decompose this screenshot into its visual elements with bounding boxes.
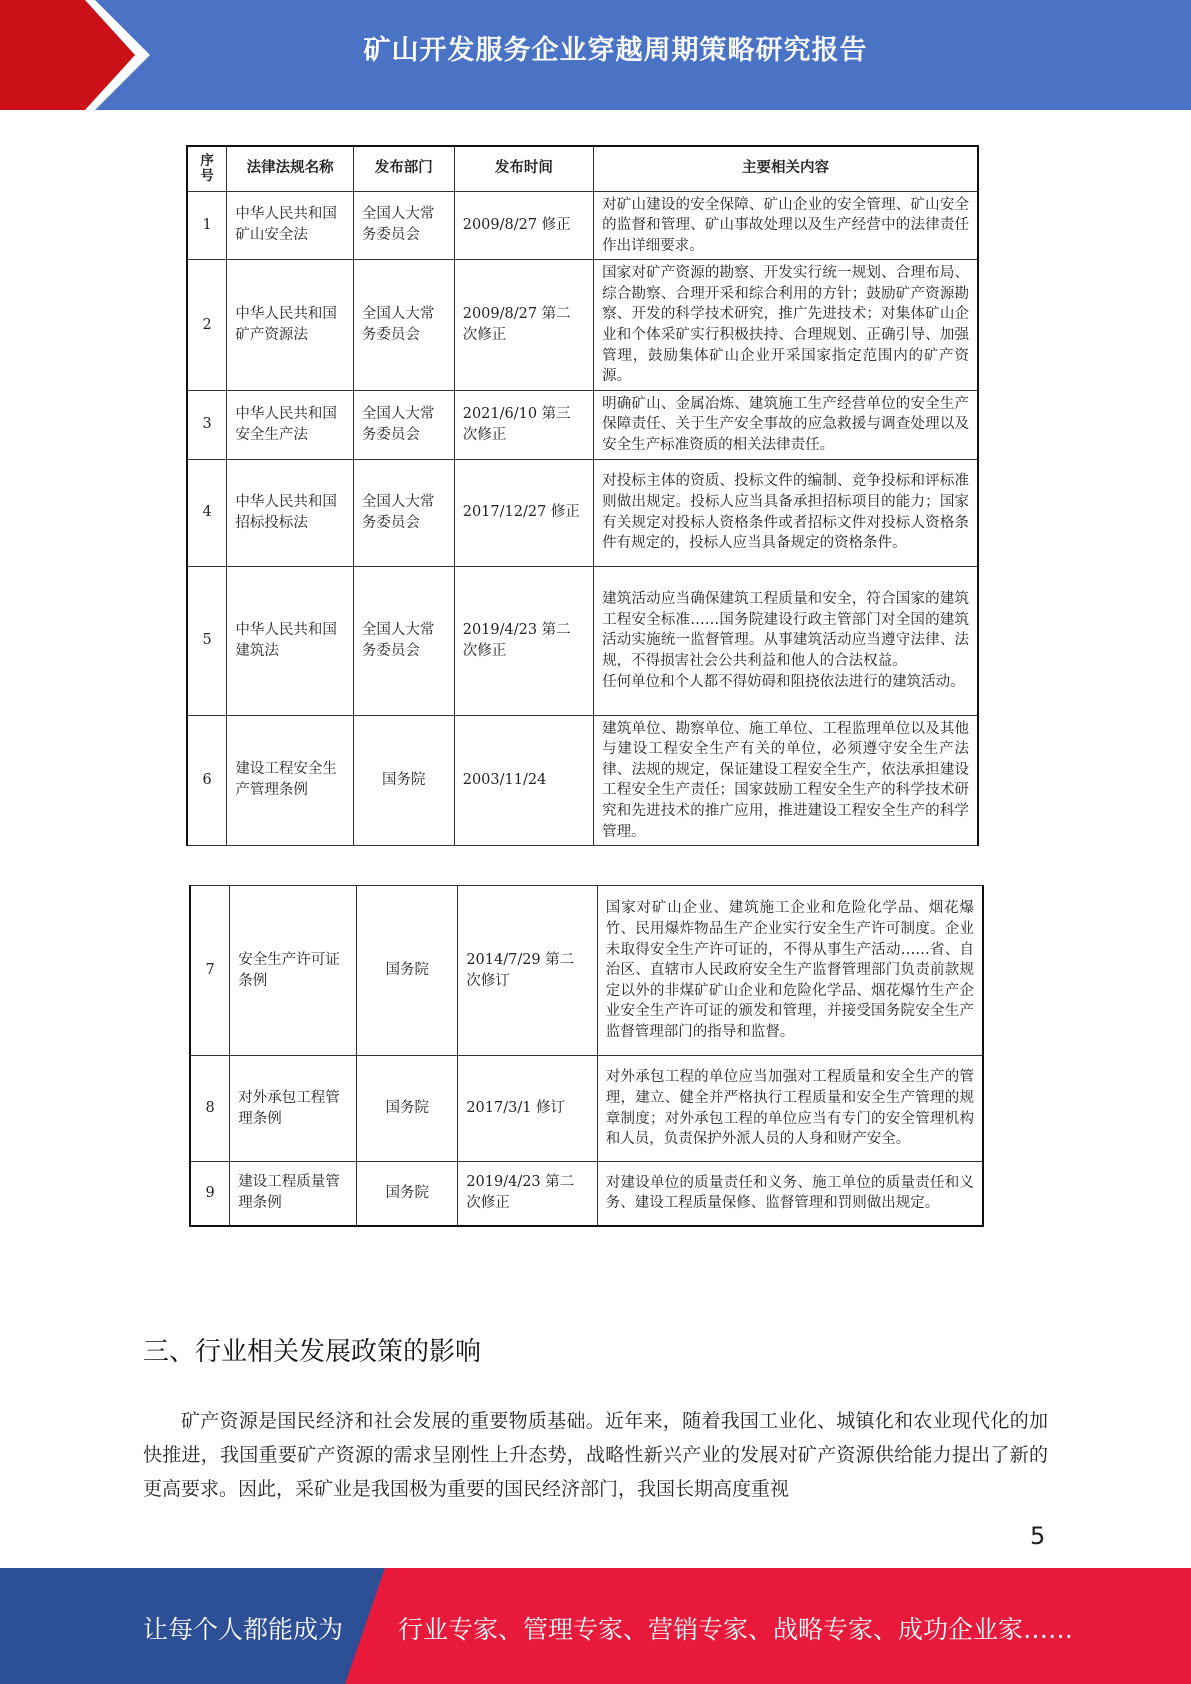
- page-header: [0, 0, 1191, 110]
- page-footer: [0, 1568, 1191, 1684]
- issuing-department: 全国人大常务委员会: [353, 459, 454, 566]
- header-dept: 发布部门: [353, 146, 454, 191]
- law-name: 中华人民共和国建筑法: [227, 566, 353, 715]
- main-content: 对投标主体的资质、投标文件的编制、竞争投标和评标准则做出规定。投标人应当具备承担招标项目的能力；国家有关规定对投标人资格条件或者招标文件对投标人资格条件有规定的，投标人应当具备规定的资格条件。: [594, 459, 978, 566]
- issuing-department: 国务院: [357, 1162, 458, 1226]
- table-row: [190, 1162, 983, 1226]
- row-number: 2: [187, 260, 227, 391]
- regulations-table-part-1: [186, 145, 979, 846]
- issue-date: 2019/4/23 第二次修正: [458, 1162, 597, 1226]
- law-name: 安全生产许可证条例: [230, 886, 357, 1056]
- main-content: 对建设单位的质量责任和义务、施工单位的质量责任和义务、建设工程质量保修、监督管理和罚则做出规定。: [597, 1162, 983, 1226]
- law-name: 建设工程质量管理条例: [230, 1162, 357, 1226]
- section-heading: 三、行业相关发展政策的影响: [143, 1337, 482, 1367]
- row-number: 9: [190, 1162, 230, 1226]
- table-row: [187, 459, 978, 566]
- table-row: [187, 566, 978, 715]
- main-content: 国家对矿山企业、建筑施工企业和危险化学品、烟花爆竹、民用爆炸物品生产企业实行安全生产许可制度。企业未取得安全生产许可证的，不得从事生产活动……省、自治区、直辖市人民政府安全生产监督管理部门负责前款规定以外的非煤矿矿山企业和危险化学品、烟花爆竹生产企业安全生产许可证的颁发和管理，并接受国务院安全生产监督管理部门的指导和监督。: [597, 886, 983, 1056]
- header-date: 发布时间: [454, 146, 593, 191]
- table-row: [187, 191, 978, 260]
- law-name: 中华人民共和国招标投标法: [227, 459, 353, 566]
- issue-date: 2019/4/23 第二次修正: [454, 566, 593, 715]
- row-number: 7: [190, 886, 230, 1056]
- issue-date: 2014/7/29 第二次修订: [458, 886, 597, 1056]
- row-number: 6: [187, 715, 227, 846]
- table-row: [187, 260, 978, 391]
- issue-date: 2017/3/1 修订: [458, 1056, 597, 1162]
- row-number: 1: [187, 191, 227, 260]
- issuing-department: 国务院: [357, 886, 458, 1056]
- issuing-department: 全国人大常务委员会: [353, 566, 454, 715]
- table-row: [187, 390, 978, 459]
- row-number: 3: [187, 390, 227, 459]
- row-number: 4: [187, 459, 227, 566]
- table-row: [190, 886, 983, 1056]
- row-number: 5: [187, 566, 227, 715]
- issuing-department: 全国人大常务委员会: [353, 390, 454, 459]
- issuing-department: 国务院: [353, 715, 454, 846]
- footer-slogan-right: 行业专家、管理专家、营销专家、战略专家、成功企业家……: [398, 1615, 1074, 1644]
- regulations-table-part-2: [189, 885, 984, 1227]
- issuing-department: 国务院: [357, 1056, 458, 1162]
- report-title: 矿山开发服务企业穿越周期策略研究报告: [363, 35, 868, 66]
- law-name: 中华人民共和国矿山安全法: [227, 191, 353, 260]
- main-content: 明确矿山、金属冶炼、建筑施工生产经营单位的安全生产保障责任、关于生产安全事故的应急救援与调查处理以及安全生产标准资质的相关法律责任。: [594, 390, 978, 459]
- header-seq: 序号: [187, 146, 227, 191]
- header-content: 主要相关内容: [594, 146, 978, 191]
- header-name: 法律法规名称: [227, 146, 353, 191]
- main-content: 国家对矿产资源的勘察、开发实行统一规划、合理布局、综合勘察、合理开采和综合利用的方针；鼓励矿产资源勘察、开发的科学技术研究，推广先进技术；对集体矿山企业和个体采矿实行积极扶持、合理规划、正确引导、加强管理，鼓励集体矿山企业开采国家指定范围内的矿产资源。: [594, 260, 978, 391]
- law-name: 对外承包工程管理条例: [230, 1056, 357, 1162]
- issue-date: 2003/11/24: [454, 715, 593, 846]
- law-name: 建设工程安全生产管理条例: [227, 715, 353, 846]
- footer-slogan-left: 让每个人都能成为: [143, 1615, 344, 1644]
- page-number: 5: [1030, 1522, 1046, 1550]
- table-header-row: [187, 146, 978, 191]
- issue-date: 2009/8/27 修正: [454, 191, 593, 260]
- issue-date: 2009/8/27 第二次修正: [454, 260, 593, 391]
- issue-date: 2021/6/10 第三次修正: [454, 390, 593, 459]
- table-row: [187, 715, 978, 846]
- law-name: 中华人民共和国矿产资源法: [227, 260, 353, 391]
- main-content: 建筑活动应当确保建筑工程质量和安全，符合国家的建筑工程安全标准……国务院建设行政主管部门对全国的建筑活动实施统一监督管理。从事建筑活动应当遵守法律、法规，不得损害社会公共利益和他人的合法权益。 任何单位和个人都不得妨碍和阻挠依法进行的建筑活动。: [594, 566, 978, 715]
- row-number: 8: [190, 1056, 230, 1162]
- main-content: 对外承包工程的单位应当加强对工程质量和安全生产的管理，建立、健全并严格执行工程质量和安全生产管理的规章制度；对外承包工程的单位应当有专门的安全管理机构和人员，负责保护外派人员的人身和财产安全。: [597, 1056, 983, 1162]
- issuing-department: 全国人大常务委员会: [353, 260, 454, 391]
- issue-date: 2017/12/27 修正: [454, 459, 593, 566]
- main-content: 建筑单位、勘察单位、施工单位、工程监理单位以及其他与建设工程安全生产有关的单位，必须遵守安全生产法律、法规的规定，保证建设工程安全生产，依法承担建设工程安全生产责任；国家鼓励工程安全生产的科学技术研究和先进技术的推广应用，推进建设工程安全生产的科学管理。: [594, 715, 978, 846]
- issuing-department: 全国人大常务委员会: [353, 191, 454, 260]
- body-paragraph: 矿产资源是国民经济和社会发展的重要物质基础。近年来，随着我国工业化、城镇化和农业现代化的加快推进，我国重要矿产资源的需求呈刚性上升态势，战略性新兴产业的发展对矿产资源供给能力提出了新的更高要求。因此，采矿业是我国极为重要的国民经济部门，我国长期高度重视: [143, 1410, 1048, 1500]
- law-name: 中华人民共和国安全生产法: [227, 390, 353, 459]
- main-content: 对矿山建设的安全保障、矿山企业的安全管理、矿山安全的监督和管理、矿山事故处理以及生产经营中的法律责任作出详细要求。: [594, 191, 978, 260]
- table-row: [190, 1056, 983, 1162]
